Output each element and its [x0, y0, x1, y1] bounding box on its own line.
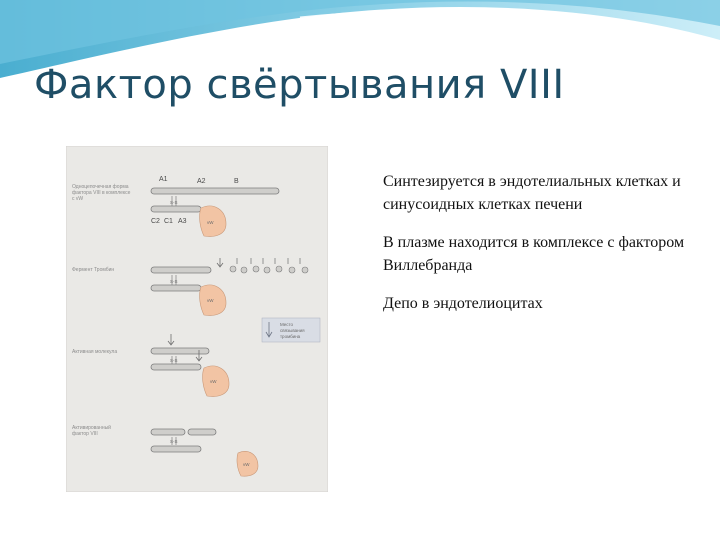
- domain-label-a1: A1: [159, 176, 168, 183]
- slide-title: Фактор свёртывания VIII: [34, 62, 565, 108]
- stage-3-line-1: Активная молекула: [72, 349, 118, 355]
- svg-text:C1: [164, 218, 173, 225]
- stage-4-line-2: фактор VIII: [72, 431, 98, 437]
- light-chain-bar: [151, 206, 201, 212]
- svg-text:vW: vW: [210, 379, 217, 384]
- svg-text:Место: [280, 322, 294, 327]
- stage-1-line-3: с vW: [72, 196, 84, 202]
- heavy-chain-bar: [151, 188, 279, 194]
- bullet-depot: Депо в эндотелиоцитах: [383, 295, 543, 312]
- thrombin-site-legend: [262, 318, 320, 342]
- svg-text:фактор VIII: [72, 431, 98, 437]
- svg-text:vW: vW: [243, 462, 250, 467]
- svg-text:C2: [151, 218, 160, 225]
- domain-label-a2: A2: [197, 178, 206, 185]
- bullet-synthesis: Синтезируется в эндотелиальных клетках и синусоидных клетках печени: [383, 173, 681, 213]
- domain-label-c2: C2: [151, 218, 160, 225]
- svg-text:S-S: S-S: [170, 200, 178, 205]
- svg-text:A1: [159, 176, 168, 183]
- box-text-line-2: связывания: [280, 328, 305, 333]
- stage-1-line-2: фактора VIII в комплексе: [72, 190, 131, 196]
- svg-text:vW: vW: [207, 298, 214, 303]
- stage-4-line-1: Активированный: [72, 425, 111, 431]
- bullet-plasma-complex: В плазме находится в комплексе с фактором Виллебранда: [383, 234, 685, 274]
- svg-text:Активированный: [72, 424, 111, 431]
- svg-text:S-S: S-S: [170, 439, 178, 444]
- svg-text:A2: [197, 178, 206, 185]
- svg-text:Активная молекула: [72, 349, 117, 355]
- svg-text:тромбина: [280, 334, 301, 339]
- svg-text:S-S: S-S: [170, 279, 178, 284]
- box-text-line-1: Место: [280, 322, 294, 327]
- stage-1-line-1: Одноцепочечная форма: [72, 184, 129, 190]
- box-text-line-3: тромбина: [280, 334, 301, 339]
- svg-text:B: [234, 178, 239, 185]
- svg-text:связывания: [280, 328, 305, 333]
- svg-text:с vW: [72, 196, 83, 202]
- svg-text:S-S: S-S: [170, 358, 178, 363]
- svg-text:A3: [178, 218, 187, 225]
- svg-text:vW: [207, 220, 214, 225]
- svg-text:Фермент Тромбин: [72, 267, 114, 273]
- domain-label-c1: C1: [164, 218, 173, 225]
- factor-viii-diagram: [66, 146, 328, 492]
- domain-label-b: B: [234, 178, 239, 185]
- stage-2-line-1: Фермент Тромбин: [72, 267, 115, 273]
- domain-label-a3: A3: [178, 218, 187, 225]
- vwf-label: vW: [207, 220, 214, 225]
- bullet-list: [383, 170, 703, 330]
